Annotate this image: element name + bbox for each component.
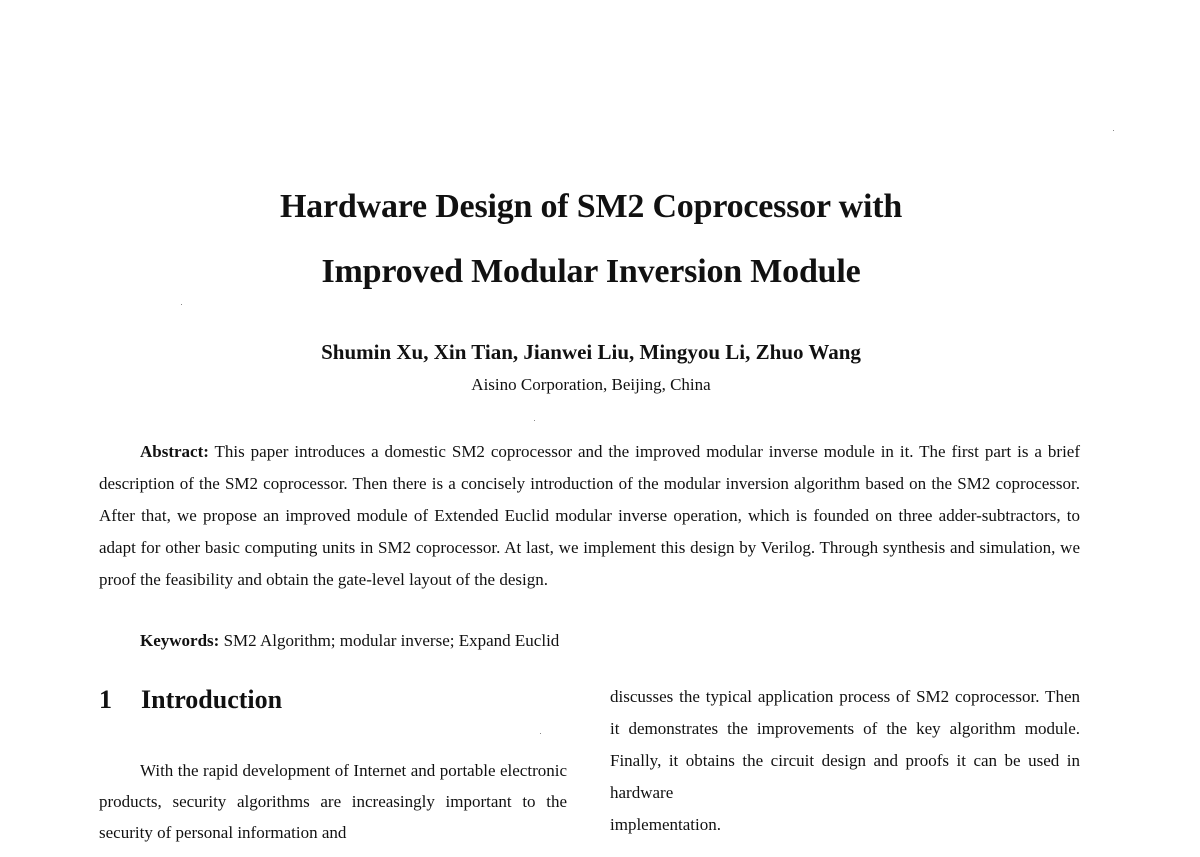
keywords-text: SM2 Algorithm; modular inverse; Expand Euclid xyxy=(219,631,560,650)
paper-title-line-2: Improved Modular Inversion Module xyxy=(321,253,861,290)
right-column-paragraph-text: discusses the typical application process of SM2 coprocessor. Then it demonstrates the improvements of the key algorithm module. Finally, it obtains the circuit design and proofs it can be used in hardware xyxy=(610,687,1080,802)
abstract-text: This paper introduces a domestic SM2 coprocessor and the improved modular inverse module in it. The first part is a brief description of the SM2 coprocessor. Then there is a concisely introduction of the modular inversion algorithm based on the SM2 coprocessor. After that, we propose an improved module of Extended Euclid modular inverse operation, which is founded on three adder-subtractors, to adapt for other basic computing units in SM2 coprocessor. At last, we implement this design by Verilog. Through synthesis and simulation, we proof the feasibility and obtain the gate-level layout of the design. xyxy=(99,442,1080,589)
section-heading-introduction xyxy=(99,683,282,717)
keywords-label: Keywords: xyxy=(140,631,220,650)
paper-title-line-1: Hardware Design of SM2 Coprocessor with xyxy=(279,188,903,225)
scan-speck xyxy=(1113,130,1114,131)
introduction-left-column-paragraph: With the rapid development of Internet and portable electronic products, security algorithms are increasingly important to the security of personal information and xyxy=(99,761,567,842)
author-list: Shumin Xu, Xin Tian, Jianwei Liu, Mingyou Li, Zhuo Wang xyxy=(321,340,861,364)
introduction-right-column xyxy=(610,681,1080,841)
section-number: 1 xyxy=(99,685,112,714)
keywords-line xyxy=(140,628,1080,654)
author-affiliation: Aisino Corporation, Beijing, China xyxy=(471,375,711,394)
scan-speck xyxy=(534,420,535,421)
scan-speck xyxy=(540,733,541,734)
abstract-paragraph xyxy=(99,436,1080,596)
right-column-paragraph-end: implementation. xyxy=(610,815,721,834)
scan-speck xyxy=(181,304,182,305)
section-title: Introduction xyxy=(141,685,283,714)
abstract-label: Abstract: xyxy=(140,442,209,461)
